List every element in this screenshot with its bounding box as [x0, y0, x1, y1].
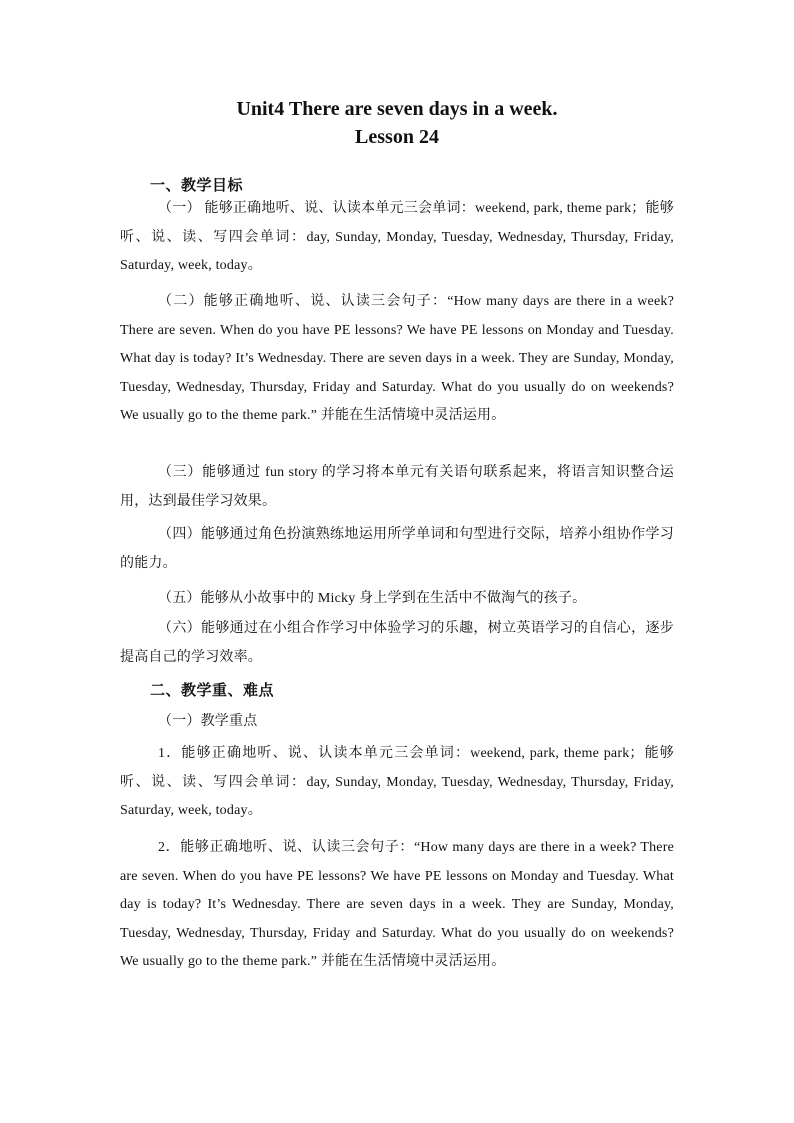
key-point-paragraph-1: 1．能够正确地听、说、认读本单元三会单词：weekend, park, theme park；能够听、说、读、写四会单词：day, Sunday, Monday, Tuesday, Wednesday, Thursday, Friday, Saturday, week, today。: [120, 746, 674, 818]
objective-paragraph-2: （二）能够正确地听、说、认读三会句子：“How many days are there in a week? There are seven. When do you have PE lessons? We have PE lessons on Monday and Tuesday. What day is today? It’s Wednesday. There are seven days in a week. They are Sunday, Monday, Tuesday, Wednesday, Thursday, Friday and Saturday. What do you usually do on weekends? We usually go to the theme park.” 并能在生活情境中灵活运用。: [120, 294, 674, 423]
objective-paragraph-1: （一） 能够正确地听、说、认读本单元三会单词：weekend, park, theme park；能够听、说、读、写四会单词：day, Sunday, Monday, Tuesday, Wednesday, Thursday, Friday, Saturday, week, today。: [120, 201, 674, 273]
section-heading-objectives: 一、教学目标: [150, 178, 244, 194]
objective-paragraph-3: （三）能够通过 fun story 的学习将本单元有关语句联系起来，将语言知识整合运用，达到最佳学习效果。: [120, 465, 674, 509]
key-point-paragraph-2: 2．能够正确地听、说、认读三会句子：“How many days are there in a week? There are seven. When do you have PE lessons? We have PE lessons on Monday and Tuesday. What day is today? It’s Wednesday. There are seven days in a week. They are Sunday, Monday, Tuesday, Wednesday, Thursday, Friday and Saturday. What do you usually do on weekends? We usually go to the theme park.” 并能在生活情境中灵活运用。: [120, 840, 674, 969]
lesson-title: Lesson 24: [355, 126, 439, 148]
objective-paragraph-6: （六）能够通过在小组合作学习中体验学习的乐趣，树立英语学习的自信心，逐步提高自己的学习效率。: [120, 621, 674, 665]
document-title: Unit4 There are seven days in a week.: [236, 98, 558, 120]
objective-paragraph-5: （五）能够从小故事中的 Micky 身上学到在生活中不做淘气的孩子。: [158, 591, 587, 606]
objective-paragraph-4: （四）能够通过角色扮演熟练地运用所学单词和句型进行交际，培养小组协作学习的能力。: [120, 527, 674, 571]
section-heading-key-points: 二、教学重、难点: [150, 683, 275, 699]
subheading-key-points: （一）教学重点: [158, 714, 258, 729]
